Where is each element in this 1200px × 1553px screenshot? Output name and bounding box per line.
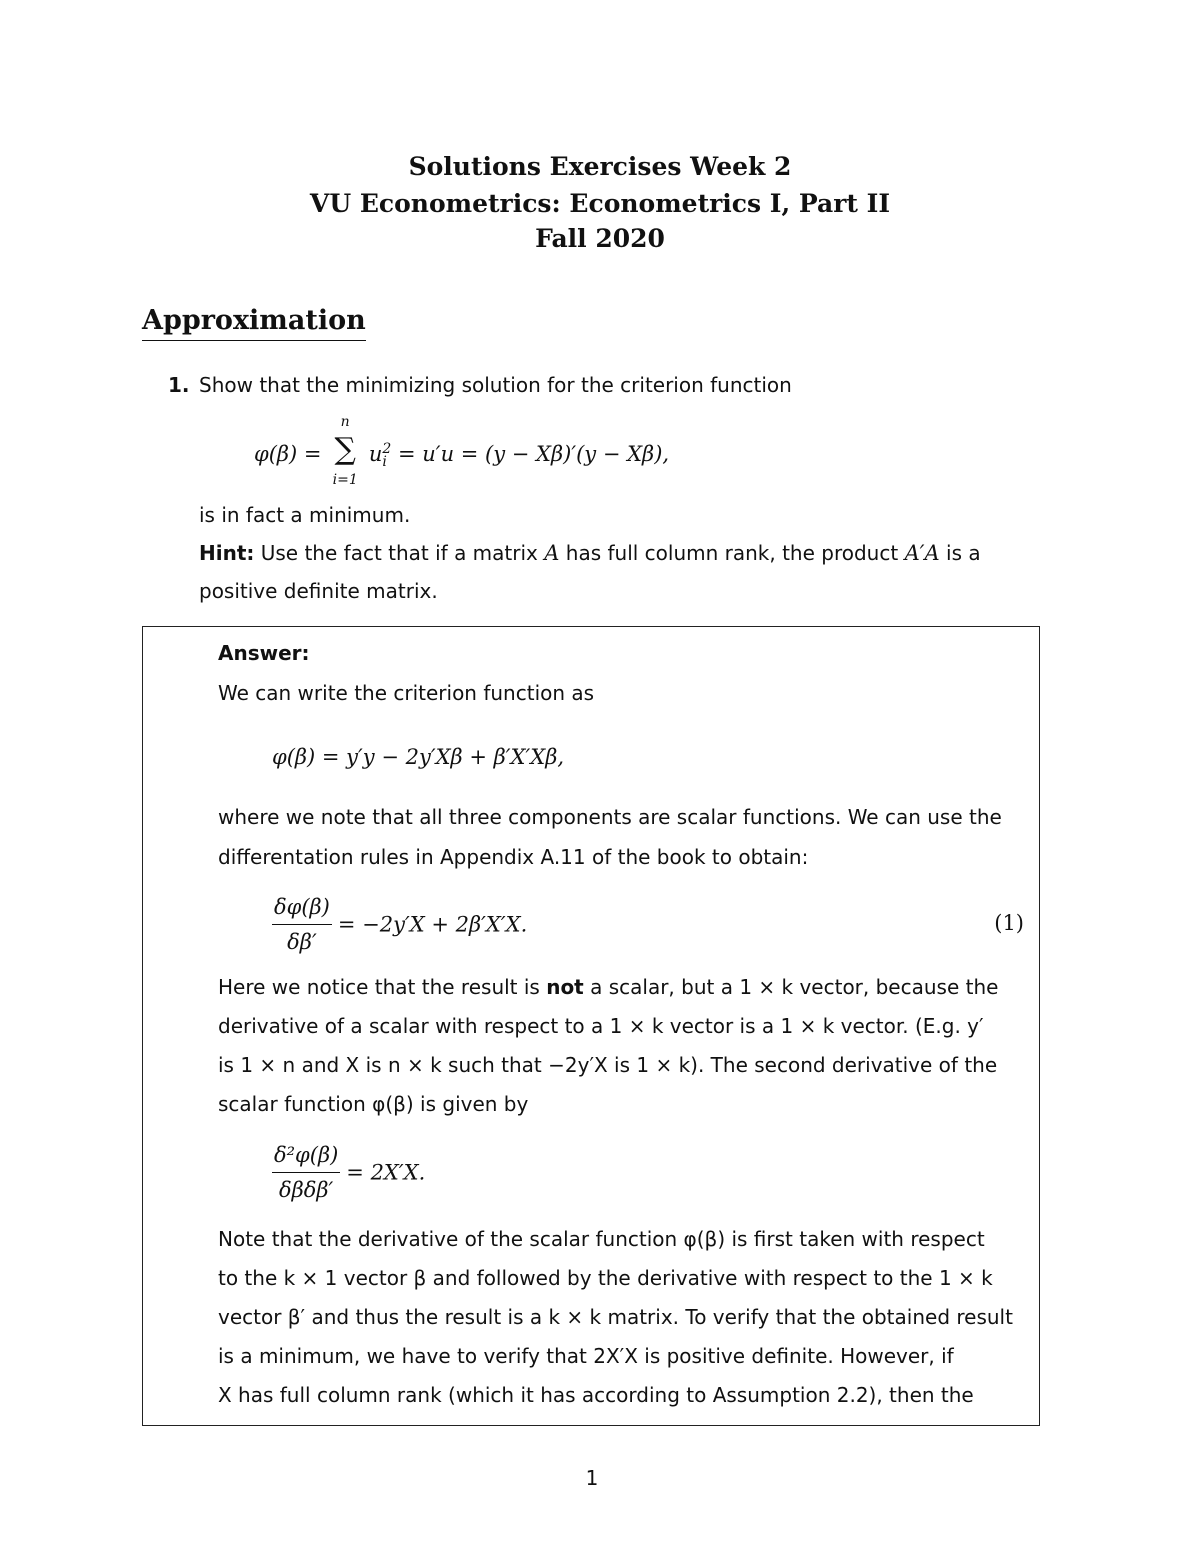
- term-base: u: [368, 442, 383, 466]
- sum-upper-limit: n: [340, 414, 350, 430]
- first-derivative-numerator: δφ(β): [272, 892, 332, 925]
- second-derivative-fraction: [272, 1140, 340, 1205]
- section-heading: Approximation: [142, 304, 366, 341]
- first-derivative-equation: [272, 892, 1024, 956]
- question-number: [168, 370, 190, 400]
- hint-text-mid: has full column rank, the product: [559, 541, 905, 565]
- first-derivative-rhs: = −2y′X + 2β′X′X.: [337, 912, 528, 937]
- hint-product: A′A: [904, 541, 940, 565]
- answer-p2-line1: [218, 972, 998, 1002]
- criterion-rhs: = u′u = (y − Xβ)′(y − Xβ),: [398, 442, 670, 466]
- term-scripts: [382, 440, 392, 470]
- hint-label: Hint:: [199, 541, 255, 565]
- question-after: is in fact a minimum.: [199, 503, 411, 527]
- term-subscript: i: [382, 453, 387, 470]
- second-derivative-rhs: = 2X′X.: [346, 1160, 426, 1185]
- answer-p2-line1-a: Here we notice that the result is: [218, 975, 547, 999]
- second-derivative-numerator: δ²φ(β): [272, 1140, 340, 1173]
- page-number: 1: [585, 1466, 599, 1490]
- answer-p3-line1: Note that the derivative of the scalar function φ(β) is first taken with respect: [218, 1227, 985, 1251]
- hint-line-2: positive definite matrix.: [199, 579, 438, 603]
- answer-p3-line4: is a minimum, we have to verify that 2X′X is positive definite. However, if: [218, 1344, 954, 1368]
- hint-text-post: is a: [939, 541, 981, 565]
- term: Fall 2020: [535, 224, 665, 253]
- answer-p2-emphasis: not: [546, 975, 584, 999]
- answer-intro: We can write the criterion function as: [218, 681, 595, 705]
- first-derivative-denominator: δβ′: [287, 930, 317, 954]
- hint-matrix-a: A: [544, 541, 560, 565]
- course-name: VU Econometrics: Econometrics I, Part II: [309, 189, 891, 218]
- document-title: Solutions Exercises Week 2: [408, 152, 792, 181]
- answer-label: Answer:: [218, 641, 310, 665]
- second-derivative-denominator: δβδβ′: [278, 1178, 334, 1202]
- equation-number: (1): [994, 911, 1024, 935]
- criterion-lhs: φ(β) =: [254, 442, 329, 466]
- sum-term: [368, 440, 392, 470]
- hint-line: [199, 538, 981, 568]
- answer-p3-line2: to the k × 1 vector β and followed by the derivative with respect to the 1 × k: [218, 1266, 993, 1290]
- answer-p1-line2: differentation rules in Appendix A.11 of the book to obtain:: [218, 845, 809, 869]
- first-derivative-fraction: [272, 892, 332, 957]
- answer-p3-line3: vector β′ and thus the result is a k × k matrix. To verify that the obtained result: [218, 1305, 1013, 1329]
- answer-p2-line4: scalar function φ(β) is given by: [218, 1092, 529, 1116]
- sum-symbol: ∑: [334, 432, 356, 467]
- hint-text-pre: Use the fact that if a matrix: [254, 541, 545, 565]
- criterion-expanded-equation: φ(β) = y′y − 2y′Xβ + β′X′Xβ,: [272, 745, 565, 769]
- term-superscript: 2: [382, 440, 392, 457]
- second-derivative-equation: [272, 1140, 425, 1204]
- sum-lower-limit: i=1: [332, 472, 358, 488]
- question-number-label: 1.: [168, 373, 190, 397]
- answer-p1-line1: where we note that all three components are scalar functions. We can use the: [218, 805, 1002, 829]
- question-intro: Show that the minimizing solution for the criterion function: [199, 373, 792, 397]
- answer-p2-line3: is 1 × n and X is n × k such that −2y′X is 1 × k). The second derivative of the: [218, 1053, 998, 1077]
- answer-p3-line5: X has full column rank (which it has according to Assumption 2.2), then the: [218, 1383, 974, 1407]
- summation-operator: [328, 414, 362, 494]
- criterion-equation: [254, 414, 669, 494]
- answer-p2-line1-b: a scalar, but a 1 × k vector, because the: [583, 975, 999, 999]
- answer-p2-line2: derivative of a scalar with respect to a 1 × k vector is a 1 × k vector. (E.g. y′: [218, 1014, 984, 1038]
